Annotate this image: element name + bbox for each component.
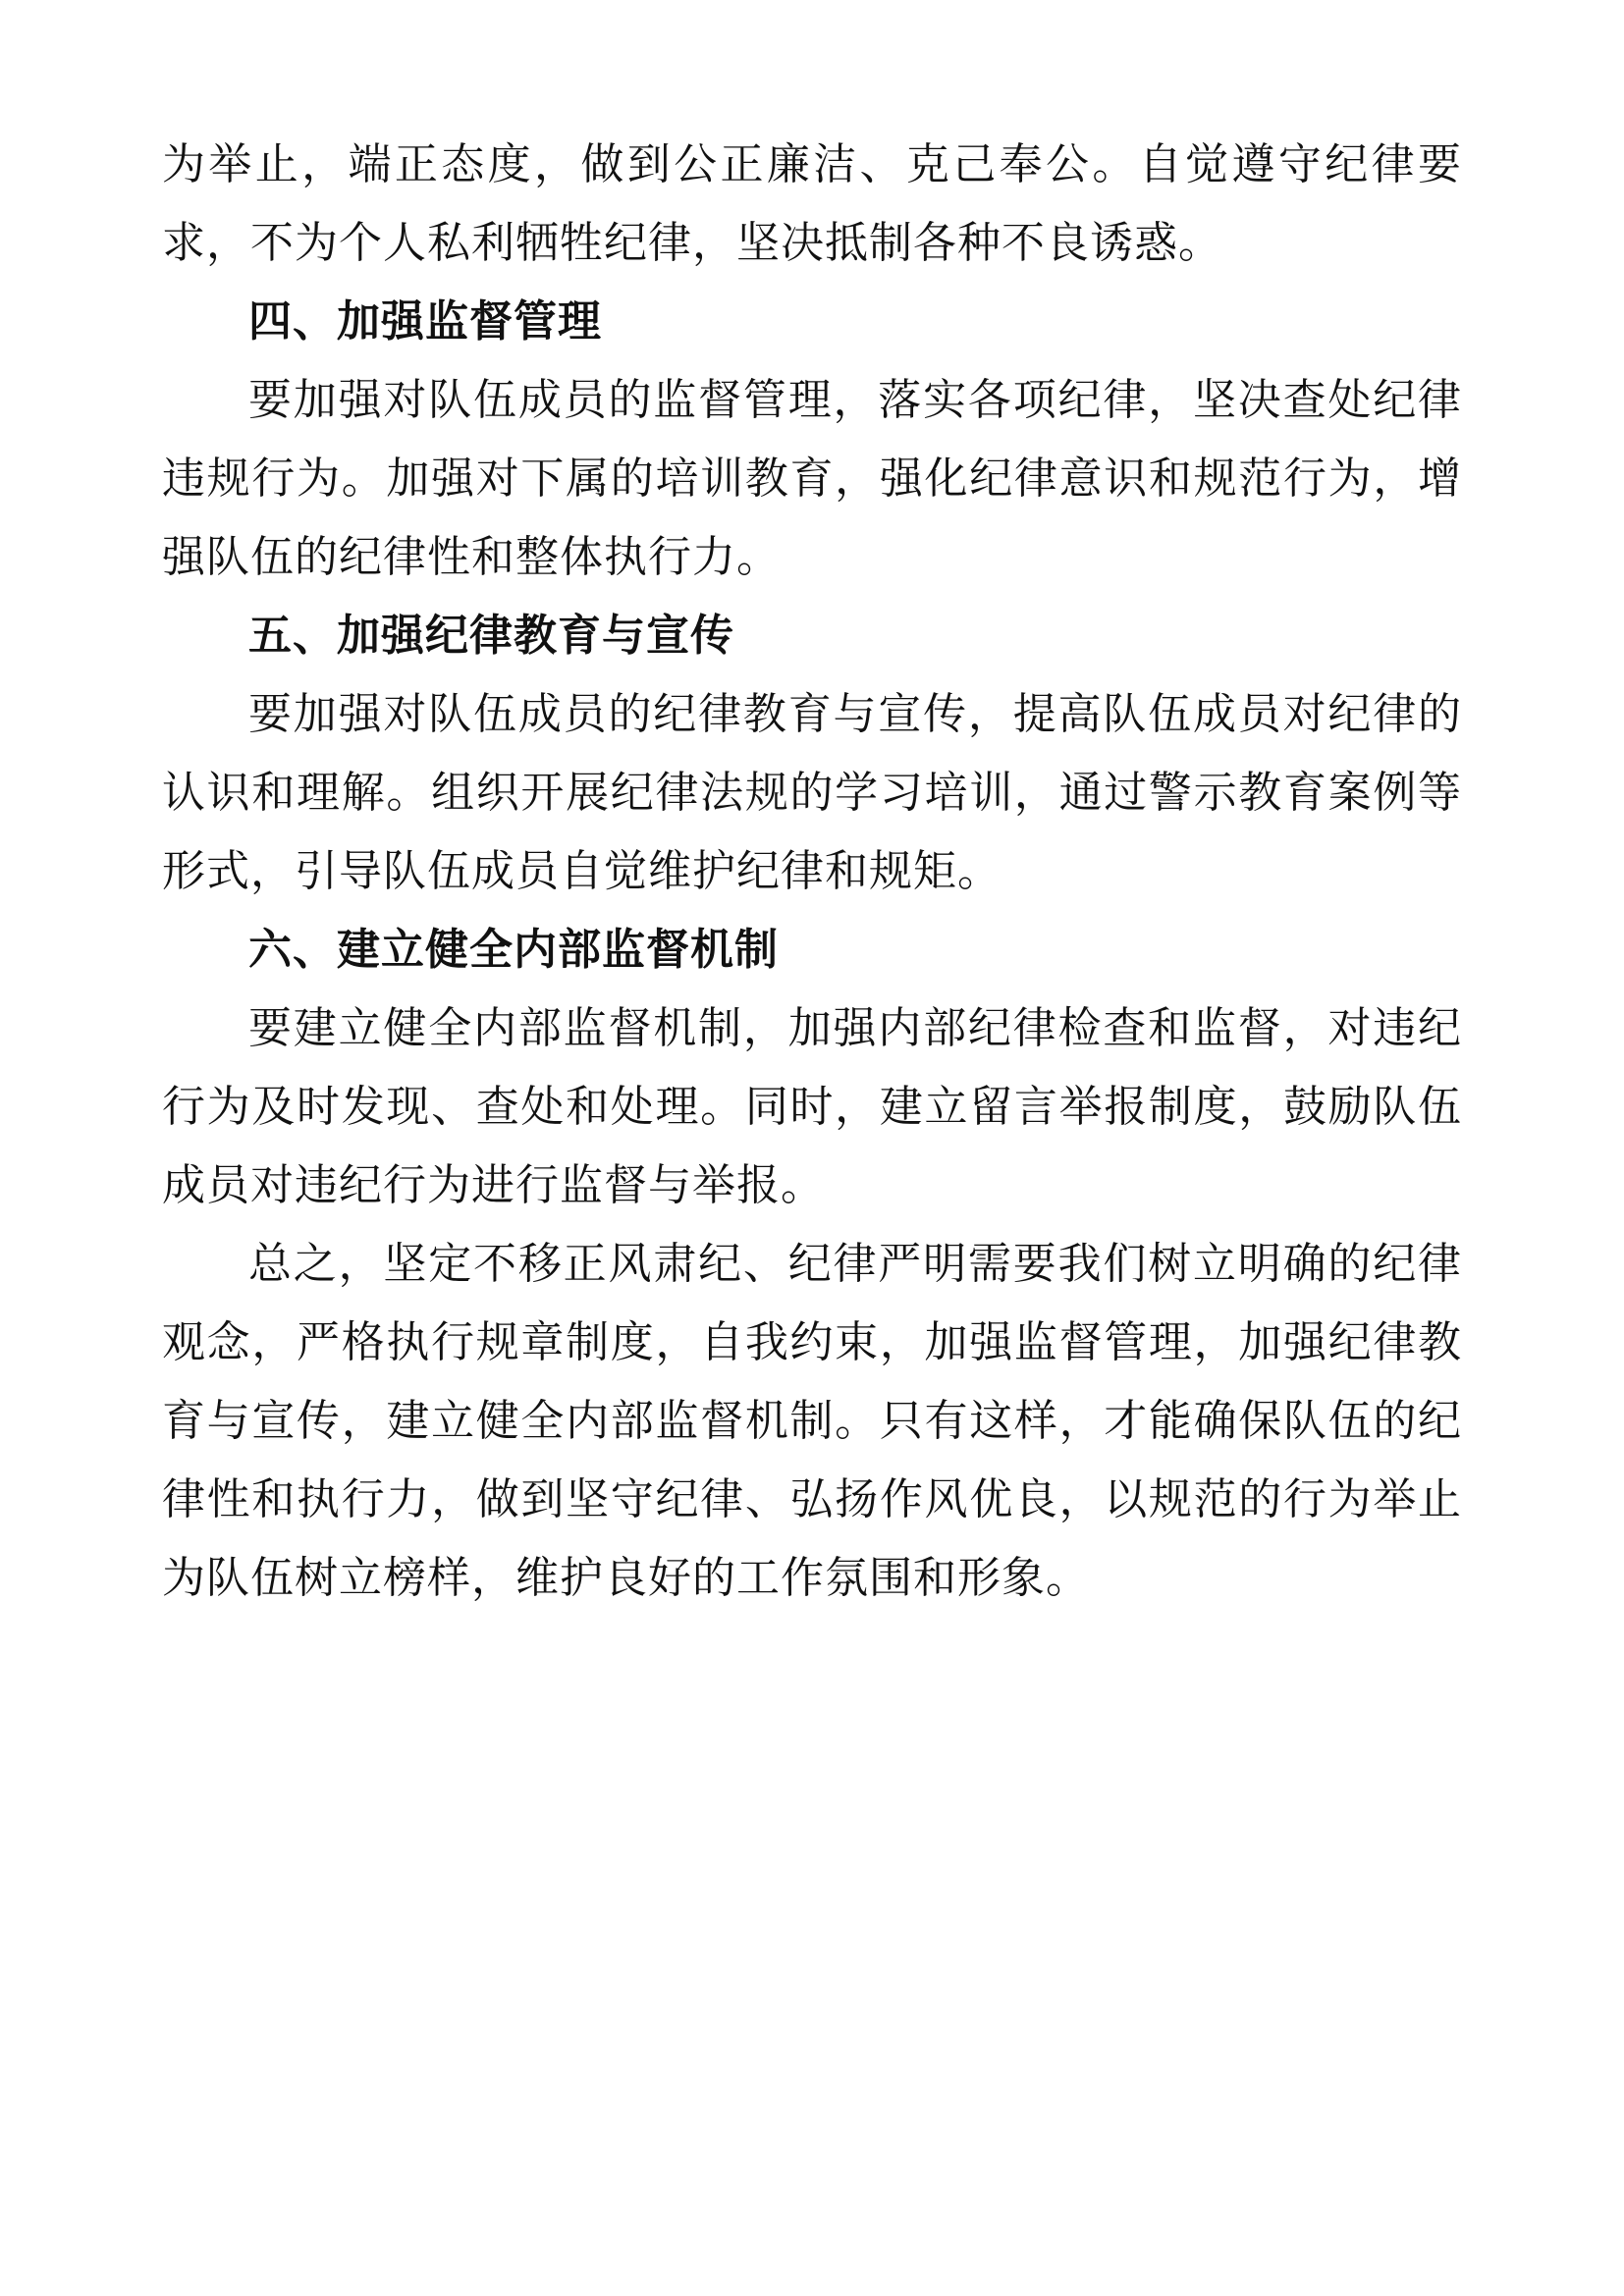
section-heading: 四、加强监督管理 — [248, 297, 602, 346]
paragraph: 总之，坚定不移正风肃纪、纪律严明需要我们树立明确的纪律观念，严格执行规章制度，自我约束，加强监督管理，加强纪律教育与宣传，建立健全内部监督机制。只有这样，才能确保队伍的纪律性和执行力，做到坚守纪律、弘扬作风优良，以规范的行为举止为队伍树立榜样，维护良好的工作氛围和形象。 — [162, 1240, 1462, 1602]
paragraph: 要加强对队伍成员的监督管理，落实各项纪律，坚决查处纪律违规行为。加强对下属的培训教育，强化纪律意识和规范行为，增强队伍的纪律性和整体执行力。 — [162, 376, 1462, 581]
paragraph: 要加强对队伍成员的纪律教育与宣传，提高队伍成员对纪律的认识和理解。组织开展纪律法规的学习培训，通过警示教育案例等形式，引导队伍成员自觉维护纪律和规矩。 — [162, 690, 1462, 895]
document-content — [162, 126, 1462, 1618]
section-heading: 五、加强纪律教育与宣传 — [248, 612, 734, 660]
paragraph: 为举止，端正态度，做到公正廉洁、克己奉公。自觉遵守纪律要求，不为个人私利牺牲纪律，坚决抵制各种不良诱惑。 — [162, 140, 1462, 267]
paragraph: 要建立健全内部监督机制，加强内部纪律检查和监督，对违纪行为及时发现、查处和处理。同时，建立留言举报制度，鼓励队伍成员对违纪行为进行监督与举报。 — [162, 1004, 1462, 1209]
section-heading: 六、建立健全内部监督机制 — [248, 926, 779, 974]
